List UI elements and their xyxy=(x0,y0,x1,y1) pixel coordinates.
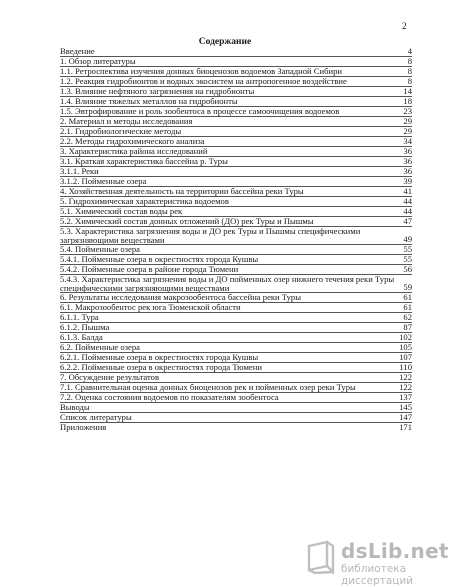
toc-entry xyxy=(60,207,412,217)
toc-entry-title: 6.1.2. Пышма xyxy=(60,323,110,333)
toc-entry-title: Список литературы xyxy=(60,413,132,423)
toc-entry-page: 41 xyxy=(403,186,412,196)
toc-entry-page: 49 xyxy=(403,234,412,245)
toc-entry-page: 110 xyxy=(399,362,412,373)
toc-entry-title: 5.2. Химический состав донных отложений (ДО) рек Туры и Пышмы xyxy=(60,217,314,226)
toc-entry-title: 6.2. Пойменные озера xyxy=(60,343,140,353)
toc-entry-title: 5.4.1. Пойменные озера в окрестностях города Кушвы xyxy=(60,255,259,265)
toc-entry-title: 2.2. Методы гидрохимического анализа xyxy=(60,137,205,146)
toc-entry xyxy=(60,383,412,393)
toc-entry-title: Введение xyxy=(60,47,95,56)
toc-entry xyxy=(60,363,412,373)
toc-entry-title: 2.1. Гидробиологические методы xyxy=(60,127,182,136)
toc-entry xyxy=(60,197,412,207)
toc-entry-page: 147 xyxy=(399,412,412,423)
toc-entry-title: 7.2. Оценка состояния водоемов по показателям зообентоса xyxy=(60,393,279,403)
toc-entry xyxy=(60,147,412,157)
toc-entry xyxy=(60,127,412,137)
toc-entry xyxy=(60,187,412,197)
toc-entry-title: 1.5. Эвтрофирование и роль зообентоса в процессе самоочищения водоемов xyxy=(60,107,340,116)
toc-entry xyxy=(60,323,412,333)
toc-entry-page: 61 xyxy=(403,292,412,303)
toc-entry-page: 107 xyxy=(399,352,412,363)
toc-entry-page: 137 xyxy=(399,392,412,403)
toc-entry-page: 8 xyxy=(407,66,412,76)
toc-entry-page: 44 xyxy=(403,196,412,206)
toc-entry-page: 56 xyxy=(403,264,412,275)
toc-entry xyxy=(60,57,412,67)
toc-entry-page: 87 xyxy=(403,322,412,333)
toc-entry-title: 6.1.1. Тура xyxy=(60,313,99,323)
toc-entry xyxy=(60,403,412,413)
toc-entry-page: 18 xyxy=(403,96,412,106)
toc-entry-page: 59 xyxy=(403,282,412,293)
toc-entry xyxy=(60,67,412,77)
toc-entry-title: 5.4.2. Пойменные озера в районе города Тюмени xyxy=(60,265,239,275)
toc-entry-page: 102 xyxy=(399,332,412,343)
toc-entry-title: 1.4. Влияние тяжелых металлов на гидробионты xyxy=(60,97,238,106)
toc-entry-page: 8 xyxy=(407,56,412,66)
toc-entry xyxy=(60,117,412,127)
toc-entry xyxy=(60,265,412,275)
toc-entry xyxy=(60,275,412,293)
toc-entry xyxy=(60,245,412,255)
toc-entry xyxy=(60,303,412,313)
toc-entry xyxy=(60,373,412,383)
toc-entry xyxy=(60,353,412,363)
toc-entry xyxy=(60,293,412,303)
toc-entry-page: 55 xyxy=(403,244,412,255)
toc-entry-page: 47 xyxy=(403,216,412,226)
toc-entry-page: 23 xyxy=(403,106,412,116)
toc-entry xyxy=(60,77,412,87)
page-number: 2 xyxy=(402,22,407,32)
toc-entry-page: 171 xyxy=(399,422,412,433)
toc-entry-page: 29 xyxy=(403,126,412,136)
toc-entry-page: 122 xyxy=(399,382,412,393)
toc-entry-page: 29 xyxy=(403,116,412,126)
toc-entry-page: 34 xyxy=(403,136,412,146)
toc-entry-title: 7. Обсуждение результатов xyxy=(60,373,160,383)
toc-entry-title: 7.1. Сравнительная оценка донных биоценозов рек и пойменных озер реки Туры xyxy=(60,383,356,393)
toc-entry-page: 62 xyxy=(403,312,412,323)
toc-entry-title: 6.2.2. Пойменные озера в окрестностях города Тюмени xyxy=(60,363,262,373)
toc-entry-title: 5.4. Пойменные озера xyxy=(60,245,140,255)
toc-entry-title: 6.2.1. Пойменные озера в окрестностях города Кушвы xyxy=(60,353,259,363)
watermark-subtitle: библиотека диссертаций xyxy=(341,563,414,587)
toc-entry-page: 122 xyxy=(399,372,412,383)
toc-entry xyxy=(60,157,412,167)
toc-entry-title: 4. Хозяйственная деятельность на территории бассейна реки Туры xyxy=(60,187,304,196)
toc-entry xyxy=(60,47,412,57)
toc-entry-title: 3. Характеристика района исследований xyxy=(60,147,208,156)
toc-entry-title: Приложения xyxy=(60,423,107,433)
toc-entry xyxy=(60,333,412,343)
toc-entry xyxy=(60,343,412,353)
toc-entry xyxy=(60,313,412,323)
toc-entry-title: 1.2. Реакция гидробионтов и водных экосистем на антропогенное воздействие xyxy=(60,77,347,86)
toc-entry-page: 8 xyxy=(407,76,412,86)
toc-entry-title: 1.1. Ретроспектива изучения донных биоценозов водоемов Западной Сибири xyxy=(60,67,343,76)
toc-entry-title: 3.1. Краткая характеристика бассейна р. Туры xyxy=(60,157,228,166)
toc-entry-page: 14 xyxy=(403,86,412,96)
toc-entry-title: 5.1. Химический состав воды рек xyxy=(60,207,183,216)
toc-entry-page: 36 xyxy=(403,156,412,166)
toc-entry xyxy=(60,97,412,107)
toc-entry-page: 105 xyxy=(399,342,412,353)
toc-entry-page: 39 xyxy=(403,176,412,186)
toc-entry xyxy=(60,137,412,147)
toc-entry xyxy=(60,217,412,227)
toc-entry-title: 2. Материал и методы исследования xyxy=(60,117,193,126)
toc-entry xyxy=(60,87,412,97)
page-title: Содержание xyxy=(198,37,252,47)
toc-entry-page: 36 xyxy=(403,146,412,156)
toc-entry-title: 3.1.2. Пойменные озера xyxy=(60,177,147,186)
dslib-logo-icon xyxy=(305,540,337,574)
toc-entry-page: 145 xyxy=(399,402,412,413)
toc-entry-title: 3.1.1. Реки xyxy=(60,167,99,176)
toc-entry-title: 6.1.3. Балда xyxy=(60,333,103,343)
toc-entry-title: 5. Гидрохимическая характеристика водоемов xyxy=(60,197,229,206)
toc-entry xyxy=(60,413,412,423)
table-of-contents xyxy=(60,47,412,432)
toc-entry-page: 4 xyxy=(407,46,412,56)
toc-entry-title: 5.3. Характеристика загрязнения воды и ДО рек Туры и Пышмы специфическими загрязняющими веществами xyxy=(60,227,361,245)
watermark-brand[interactable]: dsLib.net xyxy=(341,539,449,563)
toc-entry-page: 36 xyxy=(403,166,412,176)
toc-entry xyxy=(60,393,412,403)
toc-entry-title: 5.4.3. Характеристика загрязнения воды и ДО пойменных озер нижнего течения реки Туры специфическими загрязняющими веществами xyxy=(60,275,395,293)
toc-entry-page: 55 xyxy=(403,254,412,265)
toc-entry-page: 44 xyxy=(403,206,412,216)
toc-entry-title: 6. Результаты исследования макрозообентоса бассейна реки Туры xyxy=(60,293,301,303)
toc-entry xyxy=(60,227,412,245)
toc-entry-title: 1.3. Влияние нефтяного загрязнения на гидробионты xyxy=(60,87,255,96)
toc-entry xyxy=(60,107,412,117)
toc-entry-title: 1. Обзор литературы xyxy=(60,57,136,66)
toc-entry-title: Выводы xyxy=(60,403,90,413)
toc-entry xyxy=(60,177,412,187)
toc-entry xyxy=(60,423,412,432)
toc-entry xyxy=(60,255,412,265)
toc-entry xyxy=(60,167,412,177)
toc-entry-title: 6.1. Макрозообентос рек юга Тюменской области xyxy=(60,303,241,313)
toc-entry-page: 61 xyxy=(403,302,412,313)
